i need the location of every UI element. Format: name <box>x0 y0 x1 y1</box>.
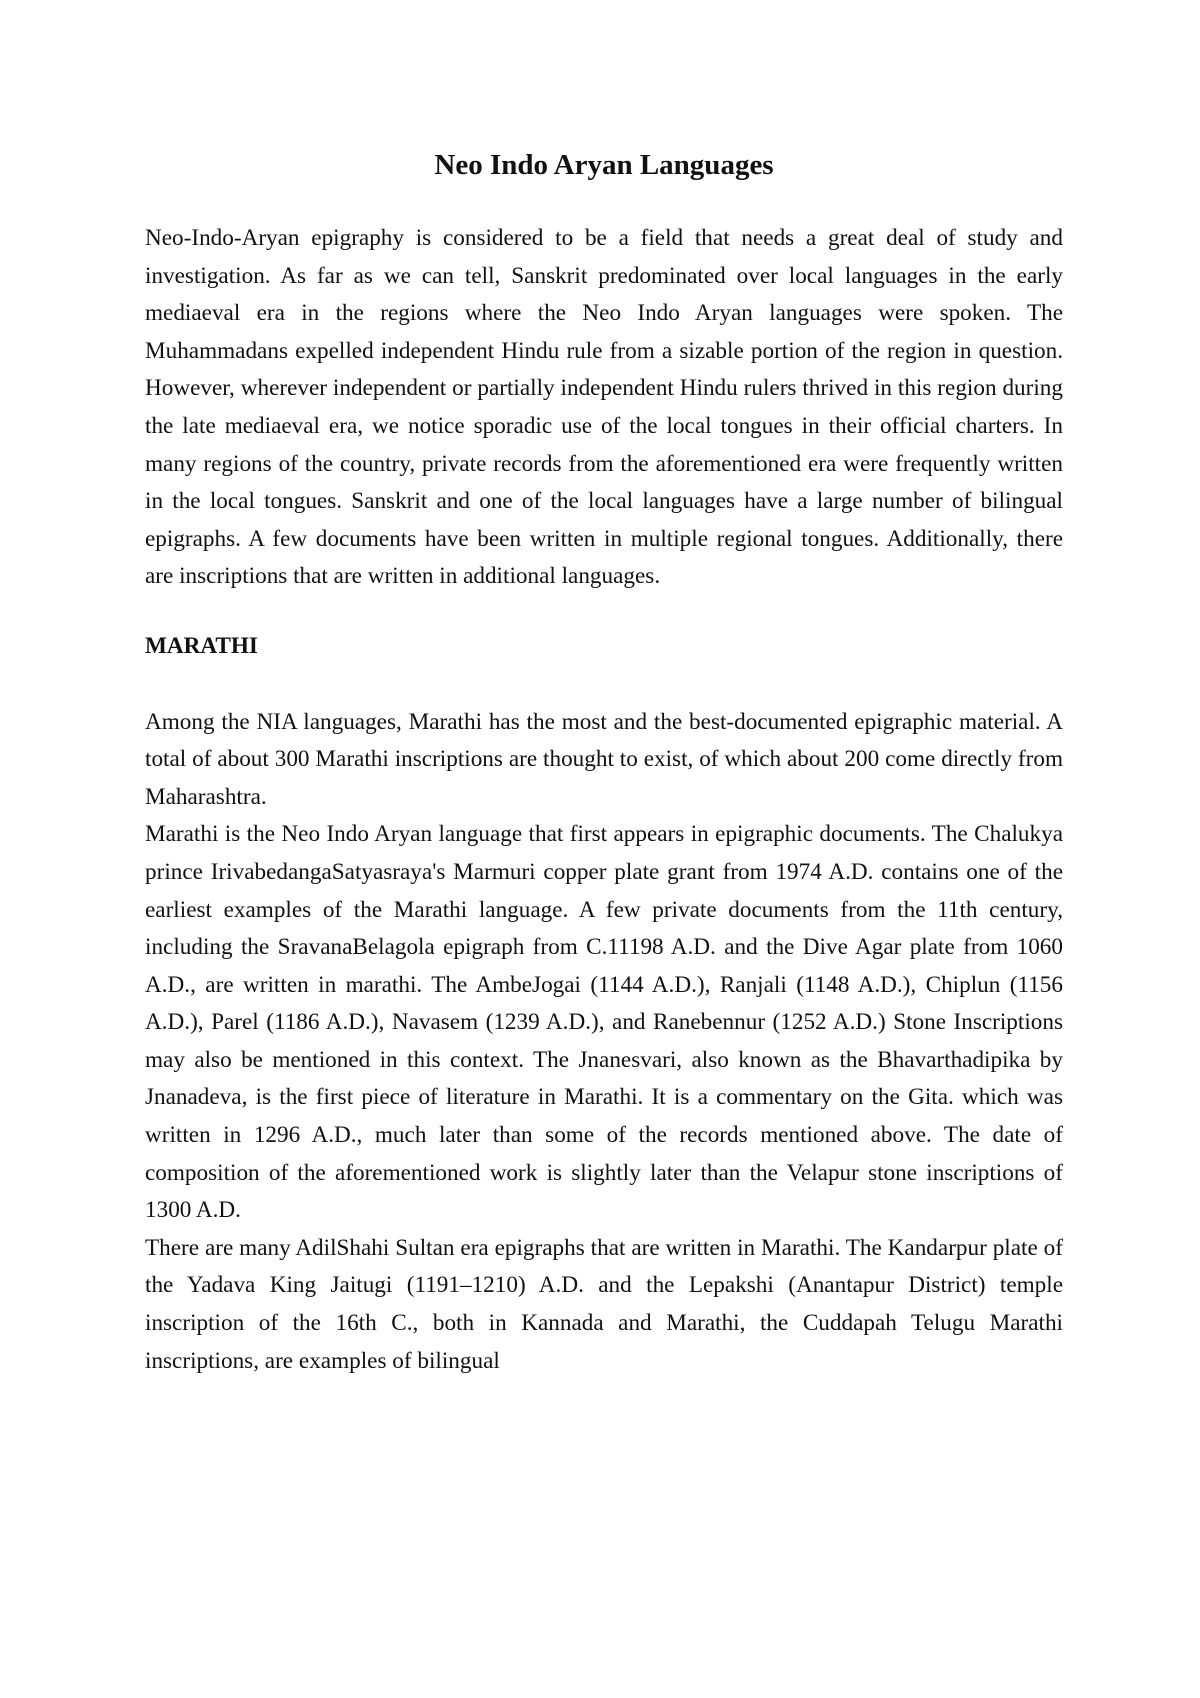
marathi-paragraph-3: There are many AdilShahi Sultan era epigraphs that are written in Marathi. The Kandarpur plate of the Yadava King Jaitugi (1191–1210) A.D. and the Lepakshi (Anantapur District) temple inscription of the 16th C., both in Kannada and Marathi, the Cuddapah Telugu Marathi inscriptions, are examples of bilingual <box>145 1234 1063 1374</box>
document-title: Neo Indo Aryan Languages <box>434 149 774 181</box>
marathi-paragraph-2: Marathi is the Neo Indo Aryan language that first appears in epigraphic documents. The Chalukya prince IrivabedangaSatyasraya's Marmuri copper plate grant from 1974 A.D. contains one of the earliest examples of the Marathi language. A few private documents from the 11th century, including the SravanaBelagola epigraph from C.11198 A.D. and the Dive Agar plate from 1060 A.D., are written in marathi. The AmbeJogai (1144 A.D.), Ranjali (1148 A.D.), Chiplun (1156 A.D.), Parel (1186 A.D.), Navasem (1239 A.D.), and Ranebennur (1252 A.D.) Stone Inscriptions may also be mentioned in this context. The Jnanesvari, also known as the Bhavarthadipika by Jnanadeva, is the first piece of literature in Marathi. It is a commentary on the Gita. which was written in 1296 A.D., much later than some of the records mentioned above. The date of composition of the aforementioned work is slightly later than the Velapur stone inscriptions of 1300 A.D. <box>145 821 1063 1224</box>
section-heading-marathi: MARATHI <box>145 632 258 659</box>
marathi-paragraph-1: Among the NIA languages, Marathi has the most and the best-documented epigraphic material. A total of about 300 Marathi inscriptions are thought to exist, of which about 200 come directly from Maharashtra. <box>145 708 1063 810</box>
document-body <box>145 143 1063 1380</box>
intro-paragraph: Neo-Indo-Aryan epigraphy is considered to be a field that needs a great deal of study and investigation. As far as we can tell, Sanskrit predominated over local languages in the early mediaeval era in the regions where the Neo Indo Aryan languages were spoken. The Muhammadans expelled independent Hindu rule from a sizable portion of the region in question. However, wherever independent or partially independent Hindu rulers thrived in this region during the late mediaeval era, we notice sporadic use of the local tongues in their official charters. In many regions of the country, private records from the aforementioned era were frequently written in the local tongues. Sanskrit and one of the local languages have a large number of bilingual epigraphs. A few documents have been written in multiple regional tongues. Additionally, there are inscriptions that are written in additional languages. <box>145 225 1063 590</box>
